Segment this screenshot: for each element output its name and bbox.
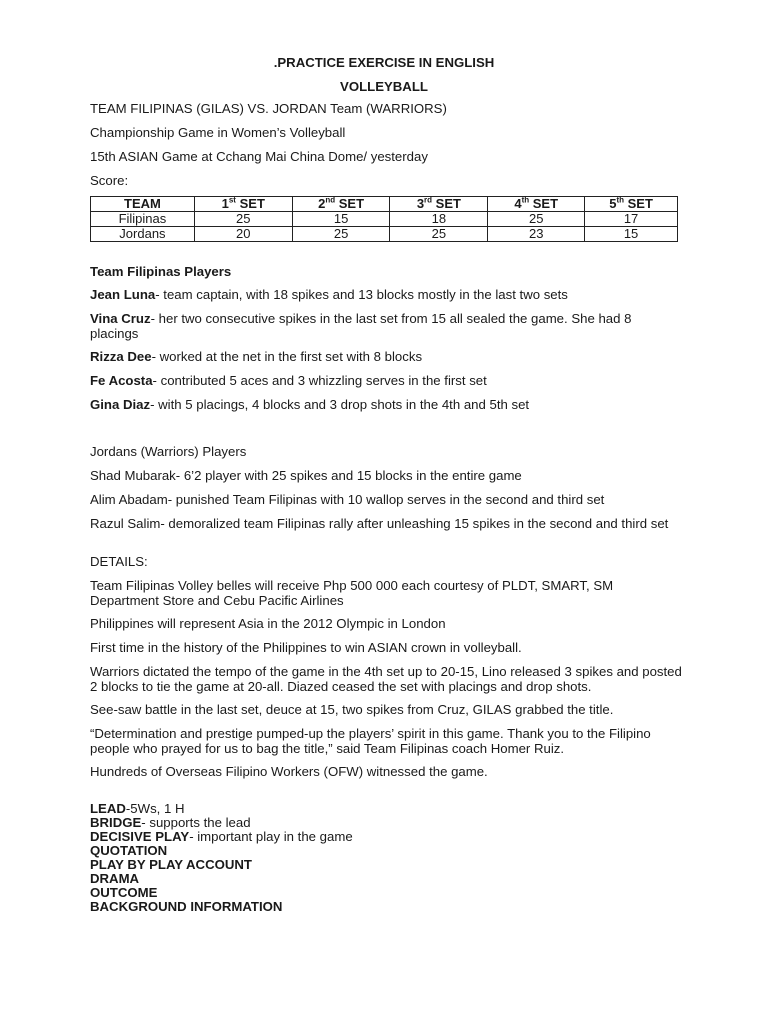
detail-paragraph: Team Filipinas Volley belles will receive Php 500 000 each courtesy of PLDT, SMART, SM Department Store and Cebu Pacific Airlines bbox=[90, 578, 614, 608]
header-set-4: 4th SET bbox=[488, 197, 585, 212]
document-subtitle: VOLLEYBALL bbox=[340, 79, 428, 94]
table-header-row bbox=[91, 197, 678, 212]
detail-paragraph: Warriors dictated the tempo of the game in the 4th set up to 20-15, Lino released 3 spikes and posted 2 blocks to tie the game at 20-all. Diazed ceased the set with placings and drop shots. bbox=[90, 664, 682, 694]
player-description: - her two consecutive spikes in the last set from 15 all sealed the game. She had 8 placings bbox=[90, 311, 632, 341]
player-description: - worked at the net in the first set with 8 blocks bbox=[151, 349, 423, 364]
story-part: DRAMA bbox=[90, 871, 140, 886]
table-cell: 25 bbox=[292, 227, 390, 242]
player-name: Gina Diaz bbox=[90, 397, 151, 412]
detail-paragraph: Philippines will represent Asia in the 2012 Olympic in London bbox=[90, 616, 446, 631]
story-part: BRIDGE- supports the lead bbox=[90, 815, 251, 830]
table-row bbox=[91, 227, 678, 242]
jordans-heading: Jordans (Warriors) Players bbox=[90, 444, 247, 459]
details-heading: DETAILS: bbox=[90, 554, 148, 569]
event-line: Championship Game in Women’s Volleyball bbox=[90, 125, 346, 140]
player-name: Rizza Dee bbox=[90, 349, 152, 364]
score-table bbox=[90, 196, 678, 242]
detail-paragraph: “Determination and prestige pumped-up the players’ spirit in this game. Thank you to the Filipino people who prayed for us to bag the title,” said Team Filipinas coach Homer Ruiz. bbox=[90, 726, 651, 756]
player-entry bbox=[90, 311, 682, 341]
table-cell: 15 bbox=[585, 227, 678, 242]
story-part: QUOTATION bbox=[90, 843, 168, 858]
player-name: Jean Luna bbox=[90, 287, 156, 302]
detail-paragraph: See-saw battle in the last set, deuce at 15, two spikes from Cruz, GILAS grabbed the title. bbox=[90, 702, 614, 717]
player-name: Fe Acosta bbox=[90, 373, 153, 388]
score-label: Score: bbox=[90, 173, 129, 188]
player-entry bbox=[90, 349, 682, 364]
table-row bbox=[91, 212, 678, 227]
story-part: PLAY BY PLAY ACCOUNT bbox=[90, 857, 252, 872]
player-entry bbox=[90, 397, 682, 412]
story-part: OUTCOME bbox=[90, 885, 158, 900]
player-description: - contributed 5 aces and 3 whizzling serves in the first set bbox=[152, 373, 487, 388]
table-cell: Jordans bbox=[91, 227, 195, 242]
table-cell: 15 bbox=[292, 212, 390, 227]
header-set-1: 1st SET bbox=[194, 197, 292, 212]
player-entry bbox=[90, 373, 682, 388]
player-name: Vina Cruz bbox=[90, 311, 151, 326]
detail-paragraph: Hundreds of Overseas Filipino Workers (OFW) witnessed the game. bbox=[90, 764, 488, 779]
story-part: BACKGROUND INFORMATION bbox=[90, 899, 283, 914]
story-part: LEAD-5Ws, 1 H bbox=[90, 801, 185, 816]
table-cell: 25 bbox=[390, 227, 488, 242]
story-parts-list bbox=[90, 802, 682, 914]
header-set-3: 3rd SET bbox=[390, 197, 488, 212]
table-cell: 25 bbox=[488, 212, 585, 227]
player-description: - team captain, with 18 spikes and 13 blocks mostly in the last two sets bbox=[155, 287, 568, 302]
header-team: TEAM bbox=[91, 197, 195, 212]
player-entry: Razul Salim- demoralized team Filipinas rally after unleashing 15 spikes in the second and third set bbox=[90, 516, 669, 531]
filipinas-heading: Team Filipinas Players bbox=[90, 264, 232, 279]
player-entry bbox=[90, 287, 682, 302]
document-title: .PRACTICE EXERCISE IN ENGLISH bbox=[273, 55, 495, 70]
table-cell: Filipinas bbox=[91, 212, 195, 227]
venue-line: 15th ASIAN Game at Cchang Mai China Dome/ yesterday bbox=[90, 149, 428, 164]
detail-paragraph: First time in the history of the Philippines to win ASIAN crown in volleyball. bbox=[90, 640, 522, 655]
player-entry: Shad Mubarak- 6’2 player with 25 spikes and 15 blocks in the entire game bbox=[90, 468, 522, 483]
table-cell: 25 bbox=[194, 212, 292, 227]
player-description: - with 5 placings, 4 blocks and 3 drop shots in the 4th and 5th set bbox=[150, 397, 530, 412]
header-set-5: 5th SET bbox=[585, 197, 678, 212]
table-cell: 20 bbox=[194, 227, 292, 242]
table-cell: 17 bbox=[585, 212, 678, 227]
player-entry: Alim Abadam- punished Team Filipinas with 10 wallop serves in the second and third set bbox=[90, 492, 605, 507]
table-cell: 23 bbox=[488, 227, 585, 242]
story-part: DECISIVE PLAY- important play in the game bbox=[90, 829, 353, 844]
matchup-line: TEAM FILIPINAS (GILAS) VS. JORDAN Team (WARRIORS) bbox=[90, 101, 447, 116]
table-cell: 18 bbox=[390, 212, 488, 227]
header-set-2: 2nd SET bbox=[292, 197, 390, 212]
